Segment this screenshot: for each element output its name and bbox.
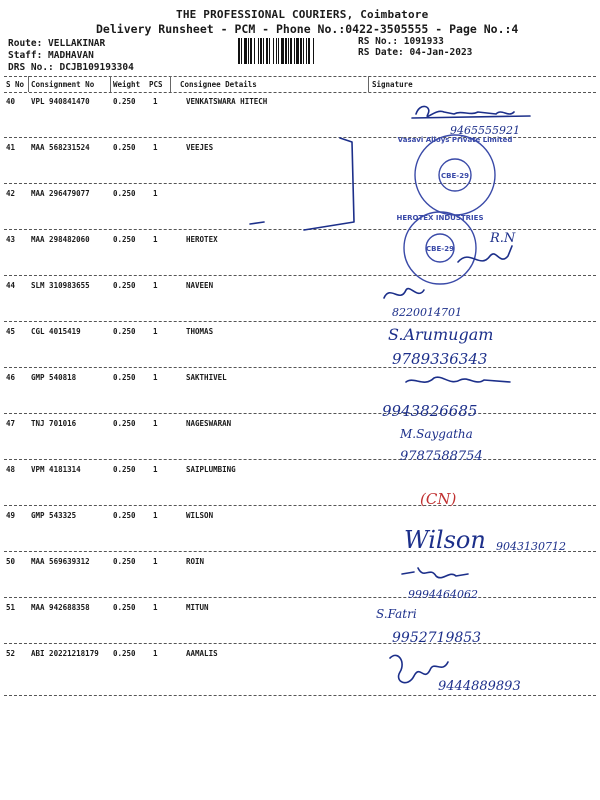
cell-weight: 0.250 [113,557,136,566]
sig40-number: 9465555921 [450,124,520,137]
barcode-bar [266,38,268,64]
cell-pcs: 1 [153,557,158,566]
cell-consignment: GMP 540818 [31,373,77,382]
barcode-bar [308,38,310,64]
barcode-bar [288,38,289,64]
cell-weight: 0.250 [113,235,136,244]
barcode-bar [278,38,279,64]
cell-pcs: 1 [153,189,158,198]
col-header-weight: Weight [113,80,141,89]
cell-sno: 46 [6,373,16,382]
sig48-mark: (CN) [420,490,457,508]
signature-row-43 [450,226,550,276]
barcode-bar [313,38,314,64]
cell-pcs: 1 [153,327,158,336]
cell-consignee: VEEJES [186,143,214,152]
cell-sno: 48 [6,465,16,474]
col-divider [28,76,29,92]
barcode-icon [238,38,350,64]
sig52-number: 9444889893 [438,679,521,694]
signature-row-45 [384,322,584,372]
cell-sno: 42 [6,189,16,198]
stamp2-center: CBE-29 [426,245,454,253]
cell-consignee: SAIPLUMBING [186,465,236,474]
barcode-bar [281,38,284,64]
cell-weight: 0.250 [113,327,136,336]
cell-consignment: VPM 4181314 [31,465,81,474]
cell-weight: 0.250 [113,373,136,382]
col-divider [110,76,111,92]
cell-consignee: NAVEEN [186,281,214,290]
cell-sno: 52 [6,649,16,658]
cell-sno: 49 [6,511,16,520]
cell-consignment: CGL 4015419 [31,327,81,336]
cell-consignment: MAA 568231524 [31,143,90,152]
barcode-bar [290,38,292,64]
cell-sno: 40 [6,97,16,106]
cell-consignee: NAGESWARAN [186,419,232,428]
rs-number: RS No.: 1091933 [358,36,444,47]
sig43-initials: R.N [490,231,516,246]
cell-sno: 47 [6,419,16,428]
barcode-bar [285,38,287,64]
signature-row-48 [418,484,488,514]
cell-consignment: SLM 310983655 [31,281,90,290]
drs-number: DRS No.: DCJB109193304 [8,62,134,73]
sig51-name: S.Fatri [376,607,417,621]
cell-consignee: MITUN [186,603,209,612]
cell-pcs: 1 [153,649,158,658]
barcode-bar [276,38,277,64]
signature-row-47 [396,422,566,472]
row-separator [4,505,596,506]
cell-sno: 51 [6,603,16,612]
barcode-bar [296,38,299,64]
cell-pcs: 1 [153,511,158,520]
barcode-bar [269,38,270,64]
cell-pcs: 1 [153,465,158,474]
col-divider [368,76,369,92]
cell-weight: 0.250 [113,511,136,520]
sig50-number: 9994464062 [408,588,478,601]
col-header-consignee: Consignee Details [180,80,257,89]
barcode-bar [250,38,252,64]
cell-sno: 44 [6,281,16,290]
cell-consignee: VENKATSWARA HITECH [186,97,268,106]
cell-sno: 45 [6,327,16,336]
signature-row-46 [380,368,560,424]
sig44-number: 8220014701 [392,306,462,319]
cell-weight: 0.250 [113,419,136,428]
signature-row-52 [384,648,584,698]
cell-sno: 50 [6,557,16,566]
cell-weight: 0.250 [113,143,136,152]
cell-weight: 0.250 [113,189,136,198]
cell-consignment: GMP 543325 [31,511,77,520]
barcode-bar [300,38,302,64]
barcode-bar [244,38,247,64]
stamp1-center: CBE-29 [441,172,469,180]
stamp1-ring-text: Vasavi Alloys Private Limited [397,136,513,144]
cell-consignee: SAKTHIVEL [186,373,227,382]
sig47-name: M.Saygatha [400,427,473,441]
col-divider [170,76,171,92]
cell-consignee: ROIN [186,557,205,566]
cell-consignment: MAA 296479077 [31,189,90,198]
col-header-sno: S No [6,80,25,89]
sig51-number: 9952719853 [392,630,482,646]
signature-row-49 [400,516,600,564]
sig45-name: S.Arumugam [388,325,494,344]
barcode-bar [263,38,264,64]
cell-consignee: THOMAS [186,327,214,336]
cell-consignment: TNJ 701016 [31,419,77,428]
barcode-bar [238,38,240,64]
cell-pcs: 1 [153,373,158,382]
signature-row-44 [378,280,538,320]
barcode-bar [248,38,249,64]
sig49-name: Wilson [404,526,486,554]
cell-consignee: AAMALIS [186,649,218,658]
cell-weight: 0.250 [113,97,136,106]
runsheet-subtitle: Delivery Runsheet - PCM - Phone No.:0422-3505555 - Page No.:4 [96,22,519,36]
cell-pcs: 1 [153,143,158,152]
barcode-bar [294,38,295,64]
bracket-mark [244,136,364,236]
company-stamp-vasavi [397,132,513,218]
cell-consignment: ABI 20221218179 [31,649,99,658]
rs-date: RS Date: 04-Jan-2023 [358,47,473,58]
cell-pcs: 1 [153,603,158,612]
company-title: THE PROFESSIONAL COURIERS, Coimbatore [176,8,429,21]
cell-weight: 0.250 [113,281,136,290]
col-header-pcs: PCS [149,80,163,89]
sig45-number: 9789336343 [392,350,488,368]
cell-consignment: MAA 569639312 [31,557,90,566]
sig46-number: 9943826685 [382,402,478,420]
barcode-bar [254,38,255,64]
cell-consignee: WILSON [186,511,214,520]
stamp2-ring-text: HEROTEX INDUSTRIES [396,214,484,222]
barcode-bar [273,38,274,64]
cell-weight: 0.250 [113,603,136,612]
col-header-signature: Signature [372,80,413,89]
cell-weight: 0.250 [113,649,136,658]
cell-pcs: 1 [153,281,158,290]
cell-consignment: MAA 298482060 [31,235,90,244]
col-header-consignment: Consignment No [31,80,95,89]
cell-consignment: VPL 940841470 [31,97,90,106]
cell-sno: 43 [6,235,16,244]
signature-row-51 [374,604,534,650]
cell-sno: 41 [6,143,16,152]
cell-pcs: 1 [153,419,158,428]
sig47-number: 9787588754 [400,449,483,464]
table-top-rule [4,76,596,77]
cell-consignee: HEROTEX [186,235,218,244]
cell-pcs: 1 [153,235,158,244]
cell-consignment: MAA 942688358 [31,603,90,612]
barcode-bar [303,38,304,64]
cell-weight: 0.250 [113,465,136,474]
barcode-bar [258,38,259,64]
header-rule [4,92,596,93]
barcode-bar [241,38,242,64]
route-label: Route: VELLAKINAR [8,38,106,49]
sig49-number: 9043130712 [496,540,566,553]
barcode-bar [306,38,307,64]
cell-pcs: 1 [153,97,158,106]
staff-label: Staff: MADHAVAN [8,50,94,61]
barcode-bar [260,38,262,64]
